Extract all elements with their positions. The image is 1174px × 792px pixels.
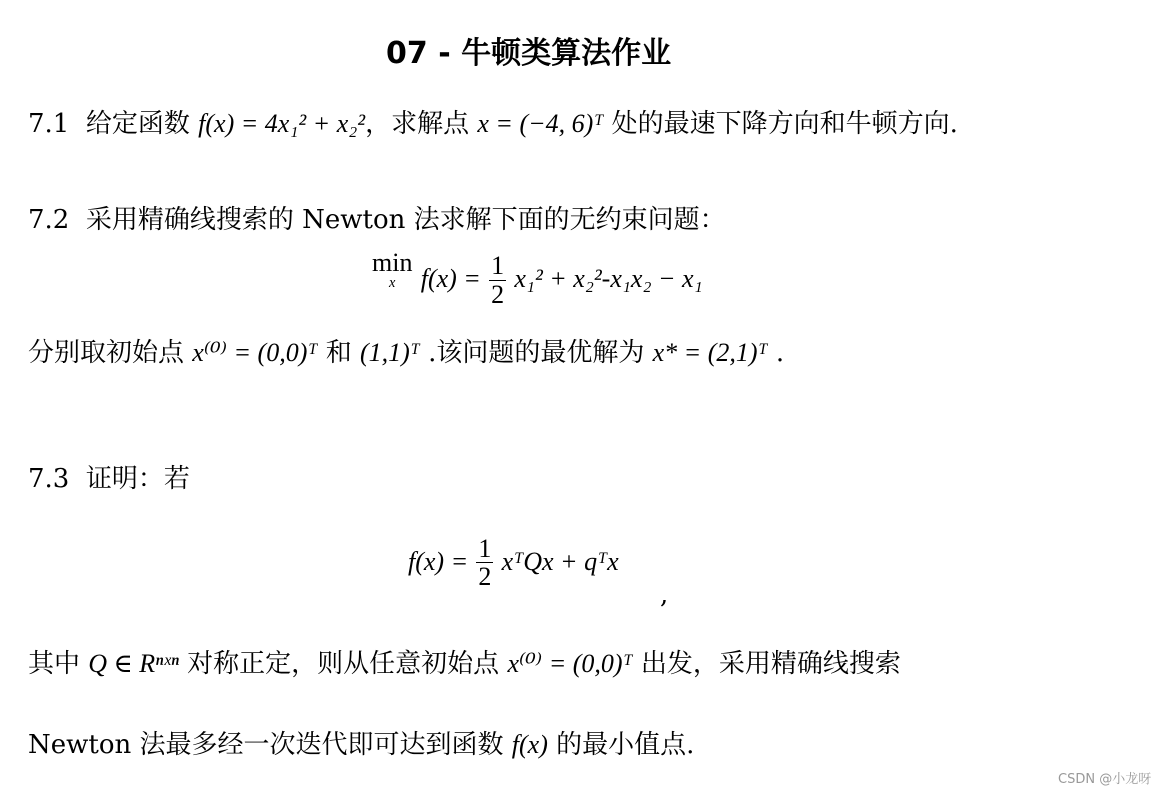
csdn-watermark: CSDN @小龙呀 bbox=[1058, 772, 1152, 787]
problem-7-2-eq-lhs: f(x) = bbox=[420, 264, 481, 293]
problem-7-2-eq-rhs: x₁² + x₂²-x₁x₂ − x₁ bbox=[514, 264, 703, 293]
problem-7-3-eq-comma: , bbox=[660, 580, 669, 610]
q-condition: Q ∈ Rⁿˣⁿ bbox=[88, 649, 179, 678]
function-fx: f(x) bbox=[511, 730, 548, 759]
fraction-one-half: $\frac{1}{2}$ bbox=[491, 251, 505, 309]
problem-7-3-line2-lead: 其中 bbox=[28, 649, 81, 679]
initial-point-x0: x⁽⁰⁾ = (0,0)ᵀ bbox=[192, 338, 318, 367]
problem-7-2-line-2 bbox=[28, 340, 784, 366]
problem-7-3-line-2 bbox=[28, 651, 901, 677]
problem-7-1-lead: 给定函数 bbox=[85, 109, 190, 139]
problem-number-7-1: 7.1 bbox=[28, 109, 70, 139]
initial-point-x0b: (1,1)ᵀ bbox=[359, 338, 420, 367]
problem-number-7-2: 7.2 bbox=[28, 205, 70, 235]
problem-7-3-eq-rhs: xᵀQx + qᵀx bbox=[501, 546, 619, 576]
problem-7-1-tail: 处的最速下降方向和牛顿方向. bbox=[611, 109, 958, 139]
problem-7-1-function: f(x) = 4x₁² + x₂² bbox=[198, 109, 366, 138]
problem-7-3-equation bbox=[408, 535, 619, 591]
min-operator: min x bbox=[372, 248, 413, 291]
problem-7-1-mid: ，求解点 bbox=[365, 109, 470, 139]
problem-7-2-period: . bbox=[775, 338, 785, 368]
problem-7-3-lead: 证明：若 bbox=[85, 464, 190, 494]
problem-7-3-line2-mid: 对称正定，则从任意初始点 bbox=[187, 649, 500, 679]
problem-7-2-equation bbox=[372, 250, 703, 308]
problem-7-3-line3-tail: 的最小值点. bbox=[556, 730, 695, 760]
problem-7-2-line2-lead: 分别取初始点 bbox=[28, 338, 185, 368]
problem-7-3-line3-lead: Newton 法最多经一次迭代即可达到函数 bbox=[28, 730, 504, 760]
page-title: 07 - 牛顿类算法作业 bbox=[386, 36, 672, 71]
problem-number-7-3: 7.3 bbox=[28, 464, 70, 494]
problem-7-2-and: 和 bbox=[325, 338, 352, 368]
initial-point-x0-7-3: x⁽⁰⁾ = (0,0)ᵀ bbox=[507, 649, 633, 678]
problem-7-1-line bbox=[28, 111, 958, 137]
optimal-solution: x* = (2,1)ᵀ bbox=[652, 338, 768, 367]
problem-7-1-point: x = (−4, 6)ᵀ bbox=[477, 109, 604, 138]
problem-7-2-line2-mid: .该问题的最优解为 bbox=[428, 338, 645, 368]
problem-7-3-line-3 bbox=[28, 732, 694, 758]
problem-7-3-line2-tail: 出发，采用精确线搜索 bbox=[640, 649, 901, 679]
problem-7-2-lead: 采用精确线搜索的 Newton 法求解下面的无约束问题： bbox=[85, 205, 726, 235]
problem-7-2-line bbox=[28, 207, 726, 233]
problem-7-3-line bbox=[28, 466, 190, 492]
problem-7-3-eq-lhs: f(x) = bbox=[408, 546, 469, 576]
fraction-one-half-7-3: $\frac{1}{2}$ bbox=[478, 534, 492, 592]
